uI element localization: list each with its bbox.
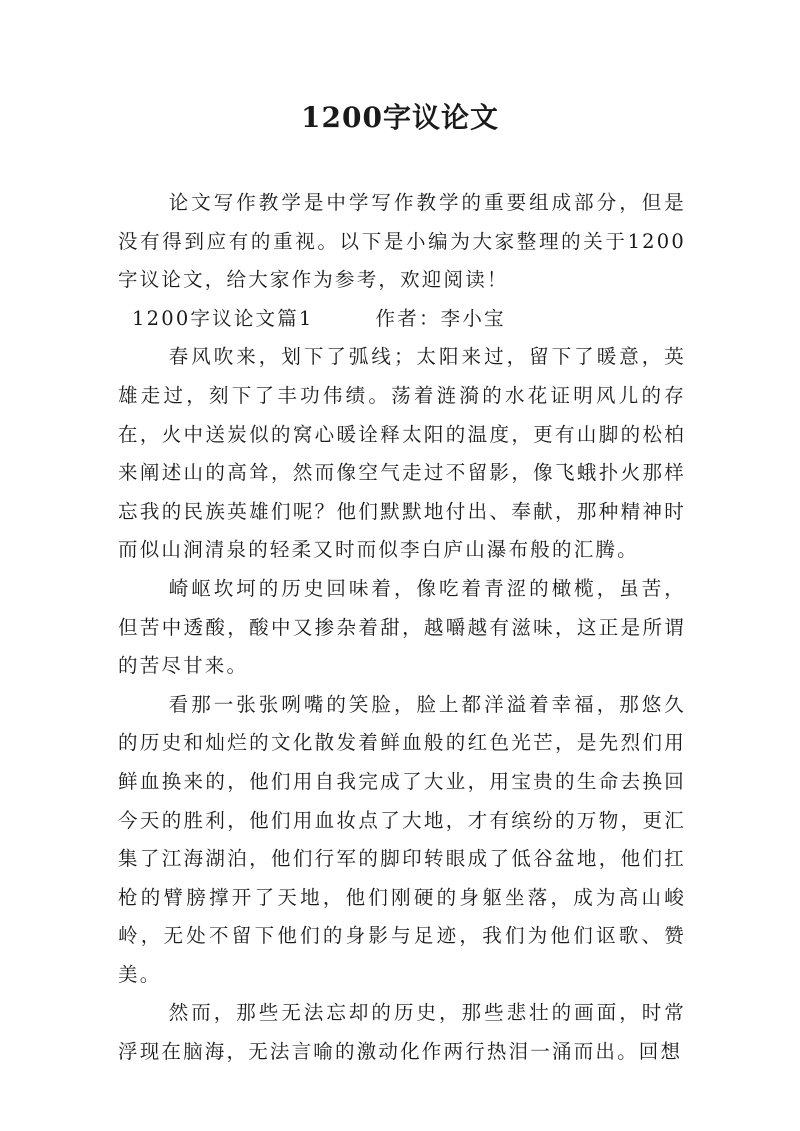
document-body [118,184,686,1072]
body-paragraph-1: 春风吹来，划下了弧线；太阳来过，留下了暖意，英雄走过，刻下了丰功伟绩。荡着涟漪的水花证明风儿的存在，火中送炭似的窝心暖诠释太阳的温度，更有山脚的松柏来阐述山的高耸，然而像空气走过不留影，像飞蛾扑火那样忘我的民族英雄们呢？他们默默地付出、奉献，那种精神时而似山涧清泉的轻柔又时而似李白庐山瀑布般的汇腾。 [118,345,686,562]
body-paragraph-3: 看那一张张咧嘴的笑脸，脸上都洋溢着幸福，那悠久的历史和灿烂的文化散发着鲜血般的红色光芒，是先烈们用鲜血换来的，他们用自我完成了大业，用宝贵的生命去换回今天的胜利，他们用血妆点了大地，才有缤纷的万物，更汇集了江海湖泊，他们行军的脚印转眼成了低谷盆地，他们扛枪的臂膀撑开了天地，他们刚硬的身躯坐落，成为高山峻岭，无处不留下他们的身影与足迹，我们为他们讴歌、赞美。 [118,692,686,986]
body-paragraph-2: 崎岖坎坷的历史回味着，像吃着青涩的橄榄，虽苦，但苦中透酸，酸中又掺杂着甜，越嚼越有滋味，这正是所谓的苦尽甘来。 [118,576,686,678]
article-heading: 1200字议论文篇1 [132,306,314,330]
article-meta [118,300,686,339]
document-title: 1200字议论文 [301,101,499,134]
article-author: 作者：李小宝 [375,306,506,330]
intro-paragraph: 论文写作教学是中学写作教学的重要组成部分，但是没有得到应有的重视。以下是小编为大家整理的关于1200字议论文，给大家作为参考，欢迎阅读！ [118,191,686,292]
body-paragraph-4: 然而，那些无法忘却的历史，那些悲壮的画面，时常浮现在脑海，无法言喻的激动化作两行热泪一涌而出。回想 [118,1001,686,1064]
